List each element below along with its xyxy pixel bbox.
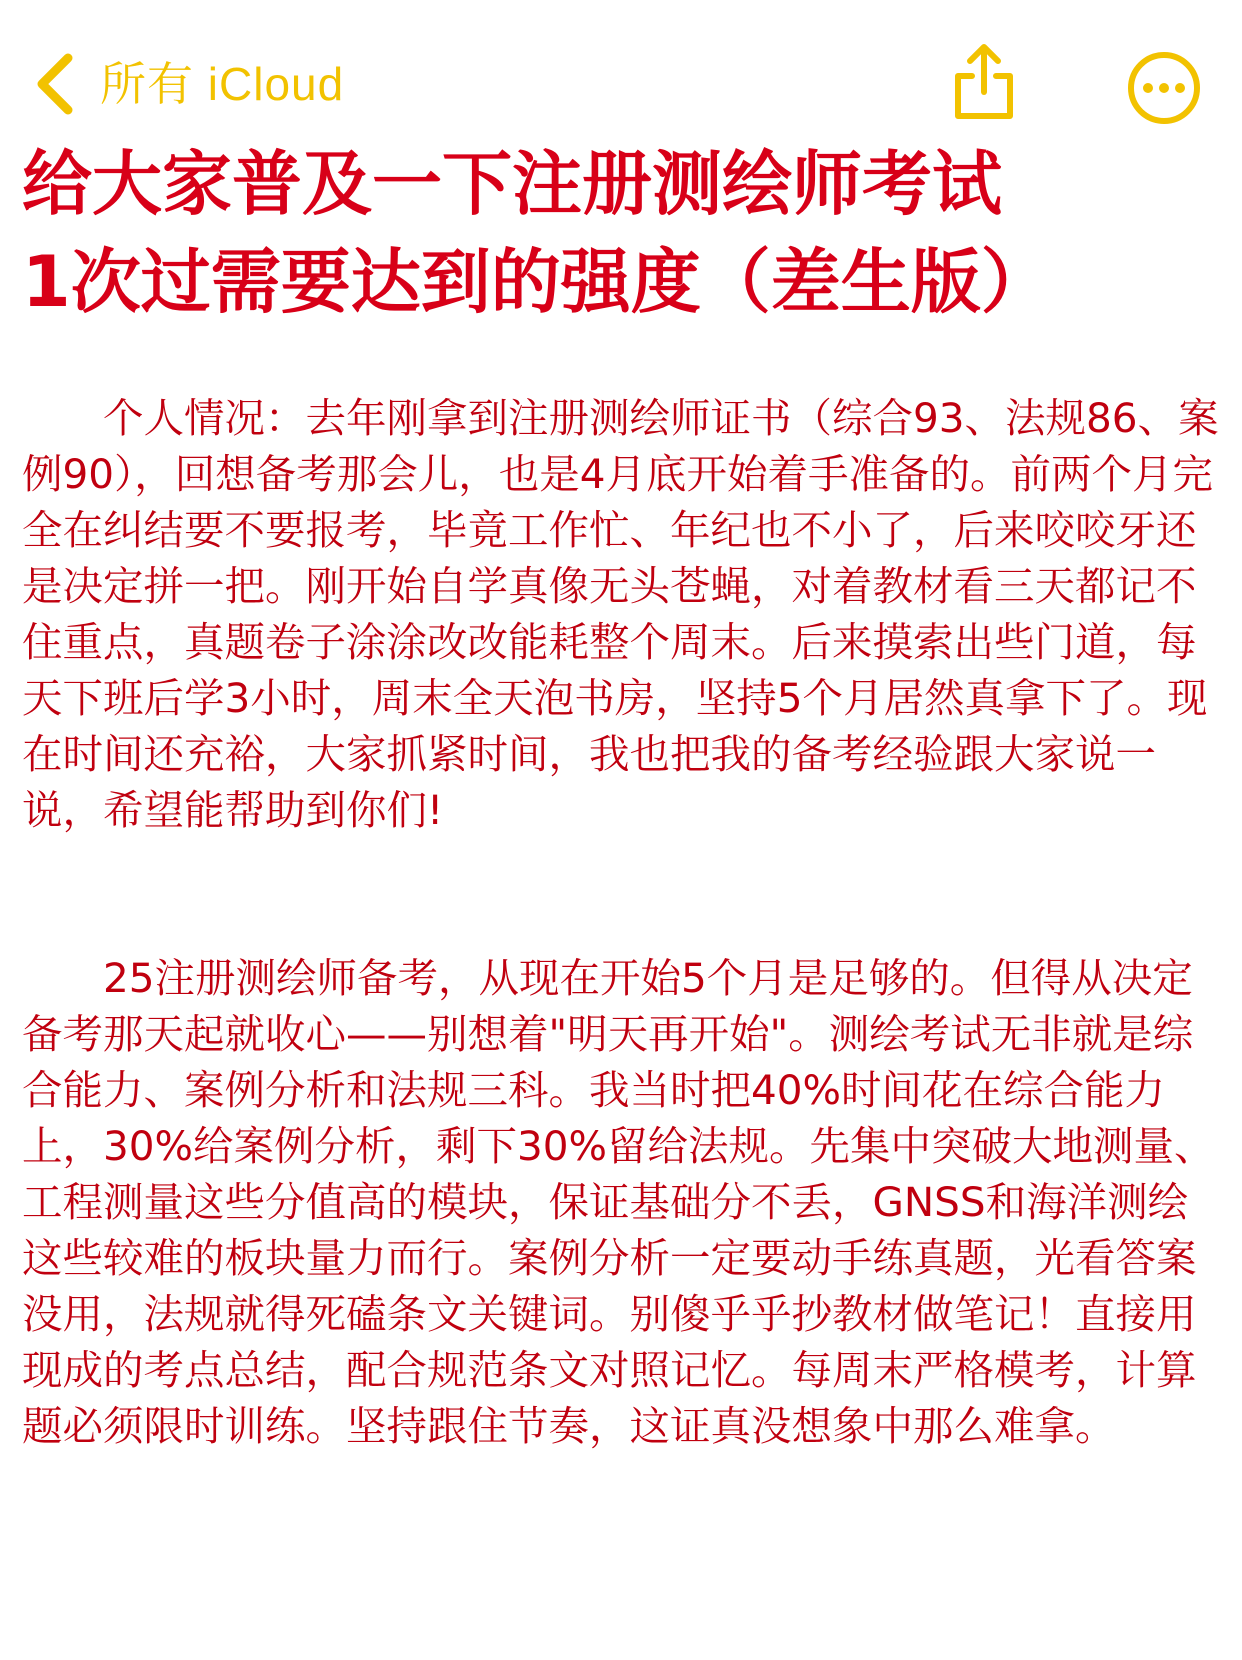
body-paragraph-plan: 25注册测绘师备考，从现在开始5个月是足够的。但得从决定备考那天起就收心——别想着"明天再开始"。测绘考试无非就是综合能力、案例分析和法规三科。我当时把40%时间花在综合能力上，30%给案例分析，剩下30%留给法规。先集中突破大地测量、工程测量这些分值高的模块，保证基础分不丢，GNSS和海洋测绘这些较难的板块量力而行。案例分析一定要动手练真题，光看答案没用，法规就得死磕条文关键词。别傻乎乎抄教材做笔记！直接用现成的考点总结，配合规范条文对照记忆。每周末严格模考，计算题必须限时训练。坚持跟住节奏，这证真没想象中那么难拿。 [22, 954, 1215, 1450]
back-label: 所有 iCloud [100, 58, 345, 110]
share-button[interactable] [948, 42, 1020, 122]
nav-bar [0, 0, 1242, 150]
more-button[interactable] [1126, 50, 1202, 126]
more-icon [1126, 50, 1202, 126]
chevron-left-icon [30, 48, 84, 120]
share-icon [948, 42, 1020, 122]
back-button[interactable] [30, 48, 344, 120]
note-title-line-1: 给大家普及一下注册测绘师考试 [22, 143, 1002, 225]
note-title-line-2: 1次过需要达到的强度（差生版） [22, 241, 1051, 323]
body-paragraph-personal: 个人情况：去年刚拿到注册测绘师证书（综合93、法规86、案例90），回想备考那会儿，也是4月底开始着手准备的。前两个月完全在纠结要不要报考，毕竟工作忙、年纪也不小了，后来咬咬牙还是决定拼一把。刚开始自学真像无头苍蝇，对着教材看三天都记不住重点，真题卷子涂涂改改能耗整个周末。后来摸索出些门道，每天下班后学3小时，周末全天泡书房，坚持5个月居然真拿下了。现在时间还充裕，大家抓紧时间，我也把我的备考经验跟大家说一说，希望能帮助到你们! [22, 394, 1219, 834]
